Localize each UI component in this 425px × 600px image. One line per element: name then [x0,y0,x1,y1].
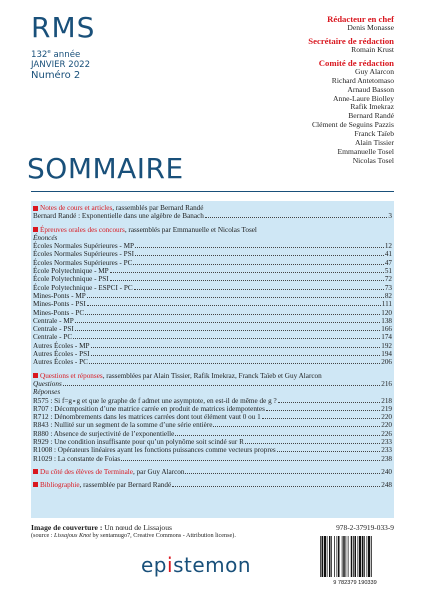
toc-entry[interactable] [33,405,392,413]
toc-entry-page: 73 [384,283,392,292]
toc-entry-page: 72 [384,275,392,284]
year-number: 132 [31,49,48,60]
editorial-secretary-name: Romain Krust [351,44,394,54]
toc-entry[interactable] [33,455,392,463]
toc-entry[interactable] [33,342,392,350]
year-superscript: e [47,49,51,55]
leader-dots [172,486,380,487]
toc-entry-page: 216 [381,379,392,388]
journal-year [31,47,181,60]
committee-member: Franck Taïeb [354,129,394,139]
committee-list [194,68,394,166]
leader-dots [75,330,380,331]
source-suffix: by sentamugo7, Creative Commons - Attribution license). [91,532,236,539]
leader-dots [63,385,380,386]
toc-entry-title: R575 : Si f=g∘g et que le graphe de f admet une asymptote, en est-il de même de g ? [33,396,277,405]
leader-dots [134,289,384,290]
toc-entry-page: 51 [384,267,392,276]
toc-entry-title: École Polytechnique - MP [33,267,109,276]
toc-entry-title: R929 : Une condition insuffisante pour qu’un polynôme soit scindé sur R [33,438,244,447]
toc-entry-questions[interactable] [33,380,392,388]
logo-accent: i [167,553,174,577]
toc-entry[interactable] [33,438,392,446]
toc-entry-page: 166 [381,325,392,334]
leader-dots [266,410,380,411]
toc-entry-page: 226 [381,429,392,438]
section-heading-questions-answers [33,372,392,380]
editorial-secretary-role: Secrétaire de rédaction [308,35,394,46]
toc-entry-title: Mines-Ponts - PC [33,308,85,317]
toc-entry-title: École Polytechnique - PSI [33,275,109,284]
toc-entry-title: Centrale - MP [33,316,74,325]
section-editors: , rassemblée par Bernard Randé [79,481,172,490]
source-title: Lissajous Knot [54,532,91,539]
red-square-icon [33,227,38,232]
toc-entry-terminale[interactable] [33,468,392,476]
toc-entry[interactable] [33,284,392,292]
section-heading-articles [33,204,392,212]
cover-text: Un nœud de Lissajous [102,523,172,532]
toc-entry-title: R880 : Absence de surjectivité de l’exponentielle [33,429,175,438]
toc-entry-title: Bernard Randé : Exponentielle dans une algèbre de Banach [33,212,204,221]
red-square-icon [33,206,38,211]
toc-entry-title: R1008 : Opérateurs linéaires ayant les fonctions puissances comme vecteurs propres [33,446,276,455]
toc-entry[interactable] [33,275,392,283]
section-editors: , rassemblés par Emmanuelle et Nicolas Tosel [124,225,257,234]
toc-entry-page: 248 [381,481,392,490]
red-square-icon [33,373,38,378]
barcode-digits: 9 782379 190339 [333,580,377,586]
toc-entry[interactable] [33,325,392,333]
leader-dots [73,338,380,339]
publisher-logo [141,553,251,577]
journal-date: JANVIER 2022 [31,60,91,71]
toc-entry[interactable] [33,421,392,429]
committee-member: Guy Alarcon [354,66,394,76]
subsection-label: Réponses [33,388,61,397]
committee-member: Rafik Imekraz [350,102,394,112]
red-square-icon [33,469,38,474]
leader-dots [277,451,381,452]
toc-entry-page: 220 [381,421,392,430]
toc-entry-title: Mines-Ponts - PSI [33,300,86,309]
toc-entry[interactable] [33,317,392,325]
toc-entry[interactable] [33,358,392,366]
leader-dots [213,426,380,427]
cover-credits [31,523,261,540]
toc-entry[interactable] [33,430,392,438]
toc-entry[interactable] [33,300,392,308]
toc-entry[interactable] [33,413,392,421]
section-label: Bibliographie [40,481,80,490]
toc-entry-page: 12 [384,242,392,251]
leader-dots [110,280,384,281]
toc-entry-title: Écoles Normales Supérieures - PC [33,258,133,267]
toc-entry-title: Autres Écoles - PC [33,358,88,367]
section-label: Notes de cours et articles [40,204,113,212]
subsection-label: Énoncés [33,233,58,242]
journal-issue: Numéro 2 [31,69,81,81]
editor-in-chief-role: Rédacteur en chef [327,14,394,24]
toc-entry-page: 233 [381,446,392,455]
toc-entry-page: 41 [384,250,392,259]
section-label: Questions et réponses [40,371,103,380]
toc-entry-title: Mines-Ponts - MP [33,291,86,300]
toc-entry-title: Autres Écoles - MP [33,341,90,350]
leader-dots [85,314,380,315]
leader-dots [135,247,384,248]
toc-entry-page: 240 [381,467,392,476]
committee-member: Emmanuelle Tosel [337,146,394,156]
toc-entry-page: 47 [384,258,392,267]
toc-entry[interactable] [33,446,392,454]
toc-entry-title: R712 : Dénombrements dans les matrices carrées dont tout élément vaut 0 ou 1 [33,413,261,422]
toc-entry-page: 218 [381,396,392,405]
toc-entry-page: 206 [381,358,392,367]
committee-member: Clément de Seguins Pazzis [311,120,394,130]
committee-member: Nicolas Tosel [352,155,394,165]
toc-entry-bibliography[interactable] [33,481,392,489]
toc-entry-page: 111 [381,300,392,309]
toc-entry-title: Centrale - PC [33,333,73,342]
leader-dots [205,217,388,218]
section-heading-oral-exams [33,226,392,234]
committee-member: Anne-Laure Biolley [333,93,394,103]
toc-entry-page: 194 [381,350,392,359]
toc-entry[interactable] [33,309,392,317]
toc-entry[interactable] [33,212,392,220]
toc-entry-title: Écoles Normales Supérieures - PSI [33,250,135,259]
toc-entry-page: 138 [381,316,392,325]
toc-entry-page: 192 [381,341,392,350]
source-prefix: (source : [31,532,55,539]
leader-dots [87,297,384,298]
section-editors: , rassemblées par Alain Tissier, Rafik Imekraz, Franck Taïeb et Guy Alarcon [102,371,322,380]
committee-member: Richard Antetomaso [331,75,394,85]
section-editors: , rassemblés par Bernard Randé [112,204,204,212]
leader-dots [175,435,380,436]
editorial-committee-role: Comité de rédaction [318,57,394,68]
barcode-icon [316,534,394,586]
leader-dots [245,443,380,444]
toc-entry-title: R1029 : La constante de Foias [33,454,121,463]
leader-dots [89,363,380,364]
leader-dots [87,305,381,306]
logo-part: stemon [173,553,252,577]
journal-brand [31,11,181,81]
toc-entry[interactable] [33,397,392,405]
toc-entry-page: 219 [381,404,392,413]
toc-entry[interactable] [33,333,392,341]
leader-dots [121,460,380,461]
toc-entry[interactable] [33,250,392,258]
toc-entry-title: Écoles Normales Supérieures - MP [33,242,135,251]
journal-title: RMS [31,11,96,44]
toc-entry[interactable] [33,259,392,267]
toc-entry-title: Centrale - PSI [33,325,74,334]
red-square-icon [33,482,38,487]
section-editors: , par Guy Alarcon [132,467,185,476]
logo-part: ep [141,553,167,577]
leader-dots [91,355,381,356]
leader-dots [75,322,380,323]
toc-entry-title: R707 : Décomposition d’une matrice carrée en produit de matrices idempotentes [33,404,265,413]
toc-entry-page: 120 [381,308,392,317]
leader-dots [262,418,380,419]
page-title: SOMMAIRE [27,152,184,185]
leader-dots [110,272,384,273]
cover-source [31,532,261,540]
editorial-masthead [194,14,394,166]
title-rule [31,191,394,192]
cover-image-caption [31,523,261,532]
year-word: année [50,49,81,60]
section-label: Du côté des élèves de Terminale [40,467,133,476]
committee-member: Bernard Randé [348,111,394,121]
leader-dots [91,347,381,348]
toc-entry-title: École Polytechnique - ESPCI - PC [33,283,133,292]
toc-entry-title: Questions [33,379,62,388]
toc-entry-title: R843 : Nullité sur un segment de la somme d’une série entière [33,421,213,430]
section-label: Épreuves orales des concours [40,225,125,234]
toc-entry-page: 220 [381,413,392,422]
toc-entry-page: 82 [384,291,392,300]
leader-dots [185,473,380,474]
leader-dots [278,402,381,403]
toc-entry-page: 233 [381,438,392,447]
toc-entry-title: Autres Écoles - PSI [33,350,90,359]
toc-entry-page: 3 [388,212,392,221]
isbn-number: 978-2-37919-033-9 [336,523,394,532]
cover-label: Image de couverture : [31,523,103,532]
toc-entry-page: 238 [381,454,392,463]
toc-entry[interactable] [33,292,392,300]
committee-member: Arnaud Basson [347,84,394,94]
contents-box [31,201,394,518]
editor-in-chief-name: Denis Monasse [347,23,394,32]
toc-entry-page: 174 [381,333,392,342]
leader-dots [133,264,383,265]
committee-member: Alain Tissier [354,138,394,148]
leader-dots [135,255,384,256]
